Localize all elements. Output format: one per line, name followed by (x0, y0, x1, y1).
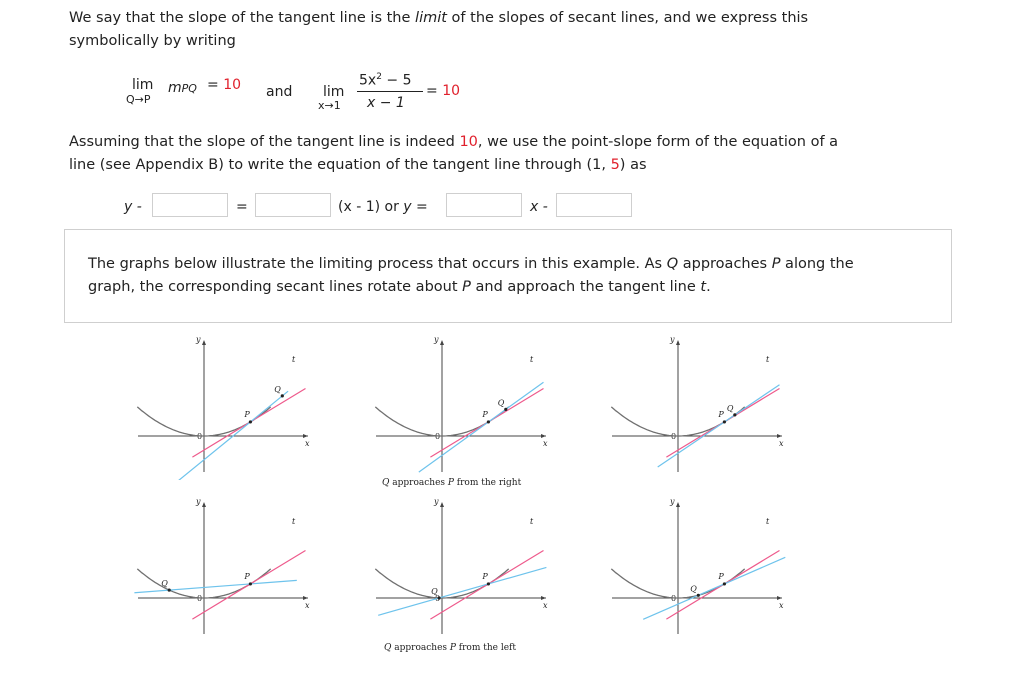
y-axis-label: y (670, 497, 675, 506)
slope-mpq: mPQ (168, 80, 197, 96)
answer-constant-input[interactable] (556, 193, 632, 217)
point-q (438, 596, 441, 599)
point-p-label: P (482, 571, 488, 581)
y-axis-arrow (202, 340, 206, 345)
caption-from-left: Q approaches P from the left (384, 643, 516, 653)
graph-left-1 (130, 492, 320, 642)
point-q-label: Q (431, 586, 438, 596)
x-axis-label: x (779, 439, 784, 448)
tangent-label: t (766, 517, 770, 526)
limit-mpq-value: = 10 (207, 77, 242, 93)
point-p-label: P (244, 571, 250, 581)
origin-label: 0 (671, 432, 677, 441)
tangent-label: t (530, 517, 534, 526)
x-axis-label: x (543, 439, 548, 448)
y-axis-label: y (196, 335, 201, 344)
point-p (249, 420, 252, 423)
point-q (733, 413, 736, 416)
eq-x-minus-1: (x - 1) or y = (338, 199, 428, 215)
answer-slope-input[interactable] (255, 193, 331, 217)
point-p (249, 582, 252, 585)
y-axis-arrow (676, 340, 680, 345)
origin-label: 0 (197, 432, 203, 441)
point-p (487, 582, 490, 585)
x-axis-arrow (777, 596, 782, 600)
point-p (487, 420, 490, 423)
tangent-label: t (292, 355, 296, 364)
x-axis-label: x (305, 601, 310, 610)
tangent-label: t (292, 517, 296, 526)
secant-line (658, 385, 780, 467)
point-p (723, 582, 726, 585)
tangent-label: t (766, 355, 770, 364)
point-q (504, 408, 507, 411)
y-axis-arrow (440, 502, 444, 507)
eq-equals: = (236, 199, 248, 215)
point-p-label: P (718, 571, 724, 581)
origin-label: 0 (671, 594, 677, 603)
eq-x-minus: x - (530, 199, 548, 215)
eq-y-minus: y - (124, 199, 142, 215)
point-p-label: P (244, 409, 250, 419)
limit-fraction-lim: lim (323, 84, 345, 100)
assume-paragraph: Assuming that the slope of the tangent line is indeed 10, we use the point-slope form of the equation of a line (see Appendix B) to write the equation of the tangent line through (1, 5) as (69, 134, 839, 173)
caption-from-right: Q approaches P from the right (382, 478, 522, 488)
point-q-label: Q (161, 579, 168, 589)
graph-left-3 (604, 492, 794, 642)
origin-label: 0 (435, 432, 441, 441)
tangent-line (192, 550, 305, 619)
secant-line (419, 382, 544, 472)
y-axis-arrow (202, 502, 206, 507)
x-axis-arrow (777, 434, 782, 438)
x-axis-arrow (541, 434, 546, 438)
intro-paragraph: We say that the slope of the tangent line is the limit of the slopes of secant lines, and we express this symbolically by writing (69, 10, 809, 49)
graph-right-3 (604, 330, 794, 480)
point-q-label: Q (690, 584, 697, 594)
secant-line (134, 580, 296, 592)
y-axis-label: y (670, 335, 675, 344)
point-q (697, 594, 700, 597)
secant-line (378, 567, 546, 615)
graph-right-2 (368, 330, 558, 480)
limit-fraction-subscript: x→1 (318, 99, 341, 112)
info-box (64, 229, 952, 323)
x-axis-label: x (305, 439, 310, 448)
limit-mpq-subscript: Q→P (126, 93, 151, 106)
point-q-label: Q (726, 403, 734, 413)
y-axis-label: y (434, 335, 439, 344)
x-axis-label: x (779, 601, 784, 610)
point-q-label: Q (274, 384, 281, 394)
x-axis-arrow (303, 596, 308, 600)
x-axis-arrow (303, 434, 308, 438)
point-q (281, 394, 284, 397)
info-box-text: The graphs below illustrate the limiting process that occurs in this example. As Q approaches P along the graph, the corresponding secant lines rotate about P and approach the tangent line t. (88, 256, 854, 295)
point-q (168, 588, 171, 591)
limit-fraction-value: = 10 (426, 83, 461, 99)
secant-line (643, 557, 785, 619)
x-axis-label: x (543, 601, 548, 610)
point-p-label: P (482, 409, 488, 419)
tangent-label: t (530, 355, 534, 364)
point-q-label: Q (497, 398, 505, 408)
answer-y-value-input[interactable] (152, 193, 228, 217)
y-axis-label: y (196, 497, 201, 506)
fraction-denominator: x − 1 (367, 95, 405, 111)
fraction-numerator: $5x^2 - 5$ (359, 72, 412, 89)
graph-left-2 (368, 492, 558, 642)
answer-coefficient-input[interactable] (446, 193, 522, 217)
origin-label: 0 (197, 594, 203, 603)
and-text: and (266, 84, 293, 100)
graph-right-1 (130, 330, 320, 480)
fraction-bar (357, 91, 423, 92)
y-axis-arrow (440, 340, 444, 345)
limit-mpq: lim (132, 77, 154, 93)
y-axis-arrow (676, 502, 680, 507)
x-axis-arrow (541, 596, 546, 600)
point-p-label: P (718, 409, 724, 419)
point-p (723, 420, 726, 423)
y-axis-label: y (434, 497, 439, 506)
